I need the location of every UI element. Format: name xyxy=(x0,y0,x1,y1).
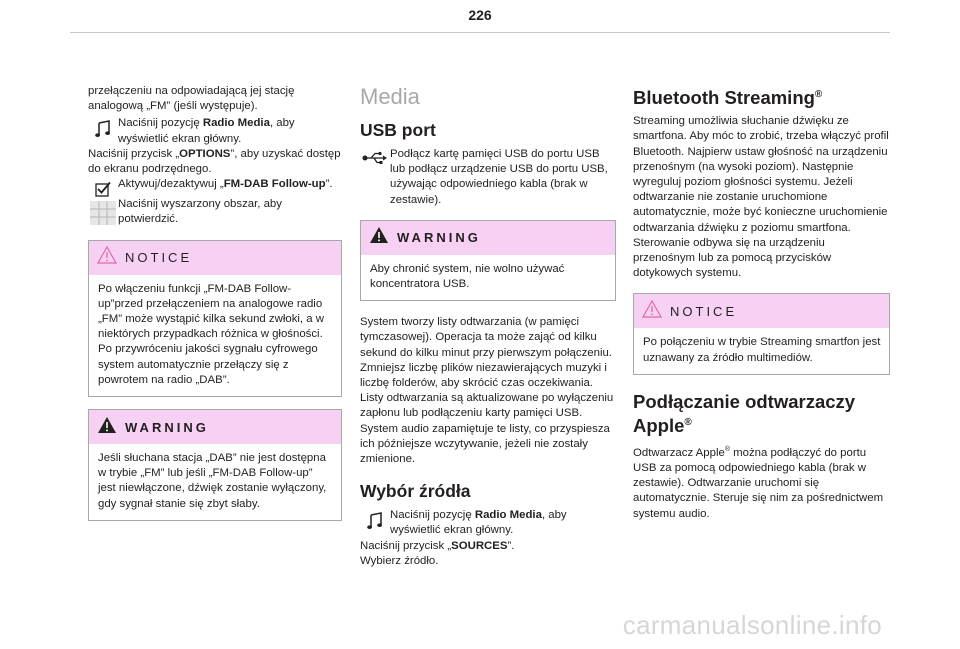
header-rule xyxy=(70,32,890,33)
apple-body: Odtwarzacz Apple® można podłączyć do portu USB za pomocą odpowiedniego kabla (brak w zestawie). Odtwarzanie uruchomi się automatycznie. Steruje się nim za pośrednictwem systemu audio. xyxy=(633,445,884,520)
warning-label: WARNING xyxy=(397,230,481,246)
warning-body: Jeśli słuchana stacja „DAB” nie jest dostępna w trybie „FM” lub jeśli „FM-DAB Follow-up” jest niewłączone, dźwięk zostanie wyłączony, gdy sygnał stanie się zbyt słaby. xyxy=(98,452,327,510)
music-note-icon xyxy=(88,116,118,138)
watermark: carmanualsonline.info xyxy=(622,610,882,640)
notice-icon xyxy=(97,246,117,269)
options-instruction: Naciśnij przycisk „OPTIONS”, aby uzyskać dostęp do ekranu podrzędnego. xyxy=(88,147,341,176)
notice-box-bluetooth xyxy=(633,293,890,374)
bluetooth-body: Streaming umożliwia słuchanie dźwięku ze smartfona. Aby móc to zrobić, trzeba włączyć profil Bluetooth. Najpierw ustaw głośność na urządzeniu przenośnym (na wysoki poziom). Następnie wyreguluj poziom głośności systemu. Jeżeli odtwarzanie nie zostanie uruchomione automatycznie, może być konieczne uruchomienie odtwarzania dźwięku z poziomu smartfona. Sterowanie odbywa się na urządzeniu przenośnym lub za pomocą przycisków dotykowych systemu. xyxy=(633,115,889,280)
step-fm-dab: Aktywuj/dezaktywuj „FM-DAB Follow-up”. xyxy=(88,177,342,197)
usb-icon xyxy=(360,147,390,165)
warning-icon xyxy=(97,416,117,439)
notice-label: NOTICE xyxy=(125,250,193,266)
grid-icon xyxy=(88,197,118,225)
heading-usb-port: USB port xyxy=(360,120,436,140)
step-radio-media-2: Naciśnij pozycję Radio Media, aby wyświetlić ekran główny. xyxy=(360,508,616,538)
choose-source-text: Wybierz źródło. xyxy=(360,554,439,567)
warning-icon xyxy=(369,226,389,249)
column-2 xyxy=(360,84,616,569)
intro-text: przełączeniu na odpowiadającą jej stację analogową „FM” (jeśli występuje). xyxy=(88,85,295,113)
checkbox-icon xyxy=(88,177,118,197)
warning-box-usb xyxy=(360,220,616,301)
notice-icon xyxy=(642,300,662,323)
page-number: 226 xyxy=(468,7,492,23)
heading-bluetooth-streaming: Bluetooth Streaming® xyxy=(633,87,823,109)
step-confirm: Naciśnij wyszarzony obszar, aby potwierdzić. xyxy=(88,197,342,227)
step-radio-media: Naciśnij pozycję Radio Media, aby wyświetlić ekran główny. xyxy=(88,116,342,146)
notice-box xyxy=(88,240,342,397)
notice-header xyxy=(89,241,341,275)
warning-header-usb xyxy=(361,221,615,255)
heading-source-select: Wybór źródła xyxy=(360,481,471,502)
music-note-icon xyxy=(360,508,390,530)
column-1 xyxy=(88,84,342,521)
warning-label: WARNING xyxy=(125,419,209,435)
warning-box xyxy=(88,409,342,521)
warning-header xyxy=(89,410,341,444)
notice-label: NOTICE xyxy=(670,303,738,319)
playlist-text: System tworzy listy odtwarzania (w pamięci tymczasowej). Operacja ta może zająć od kilku sekund do kilku minut przy pierwszym połączeniu. Zmniejsz liczbę plików niezawierających muzyki i liczbę folderów, aby skrócić czas oczekiwania. Listy odtwarzania są aktualizowane po wyłączeniu zapłonu lub podłączeniu karty pamięci USB. System audio zapamiętuje te listy, co przyspiesza ich późniejsze wczytywanie, jeżeli nie zostały zmienione. xyxy=(360,316,614,466)
heading-apple-players: Podłączanie odtwarzaczy Apple® xyxy=(633,390,856,436)
notice-header-bluetooth xyxy=(634,294,889,328)
notice-body: Po połączeniu w trybie Streaming smartfon jest uznawany za źródło multimediów. xyxy=(643,336,881,364)
warning-body: Aby chronić system, nie wolno używać koncentratora USB. xyxy=(370,262,565,291)
step-usb: Podłącz kartę pamięci USB do portu USB lub podłącz urządzenie USB do portu USB, używając odpowiedniego kabla (brak w zestawie). xyxy=(360,147,616,208)
sources-instruction: Naciśnij przycisk „SOURCES”. xyxy=(360,539,515,552)
column-3 xyxy=(633,84,890,522)
section-title-media: Media xyxy=(360,84,420,109)
notice-body: Po włączeniu funkcji „FM-DAB Follow-up”przed przełączeniem na analogowe radio „FM” może wystąpić kilka sekund zwłoki, a w niektórych przypadkach różnica w głośności. Po przywróceniu jakości sygnału cyfrowego system automatycznie przełączy się z powrotem na radio „DAB”. xyxy=(98,282,324,386)
